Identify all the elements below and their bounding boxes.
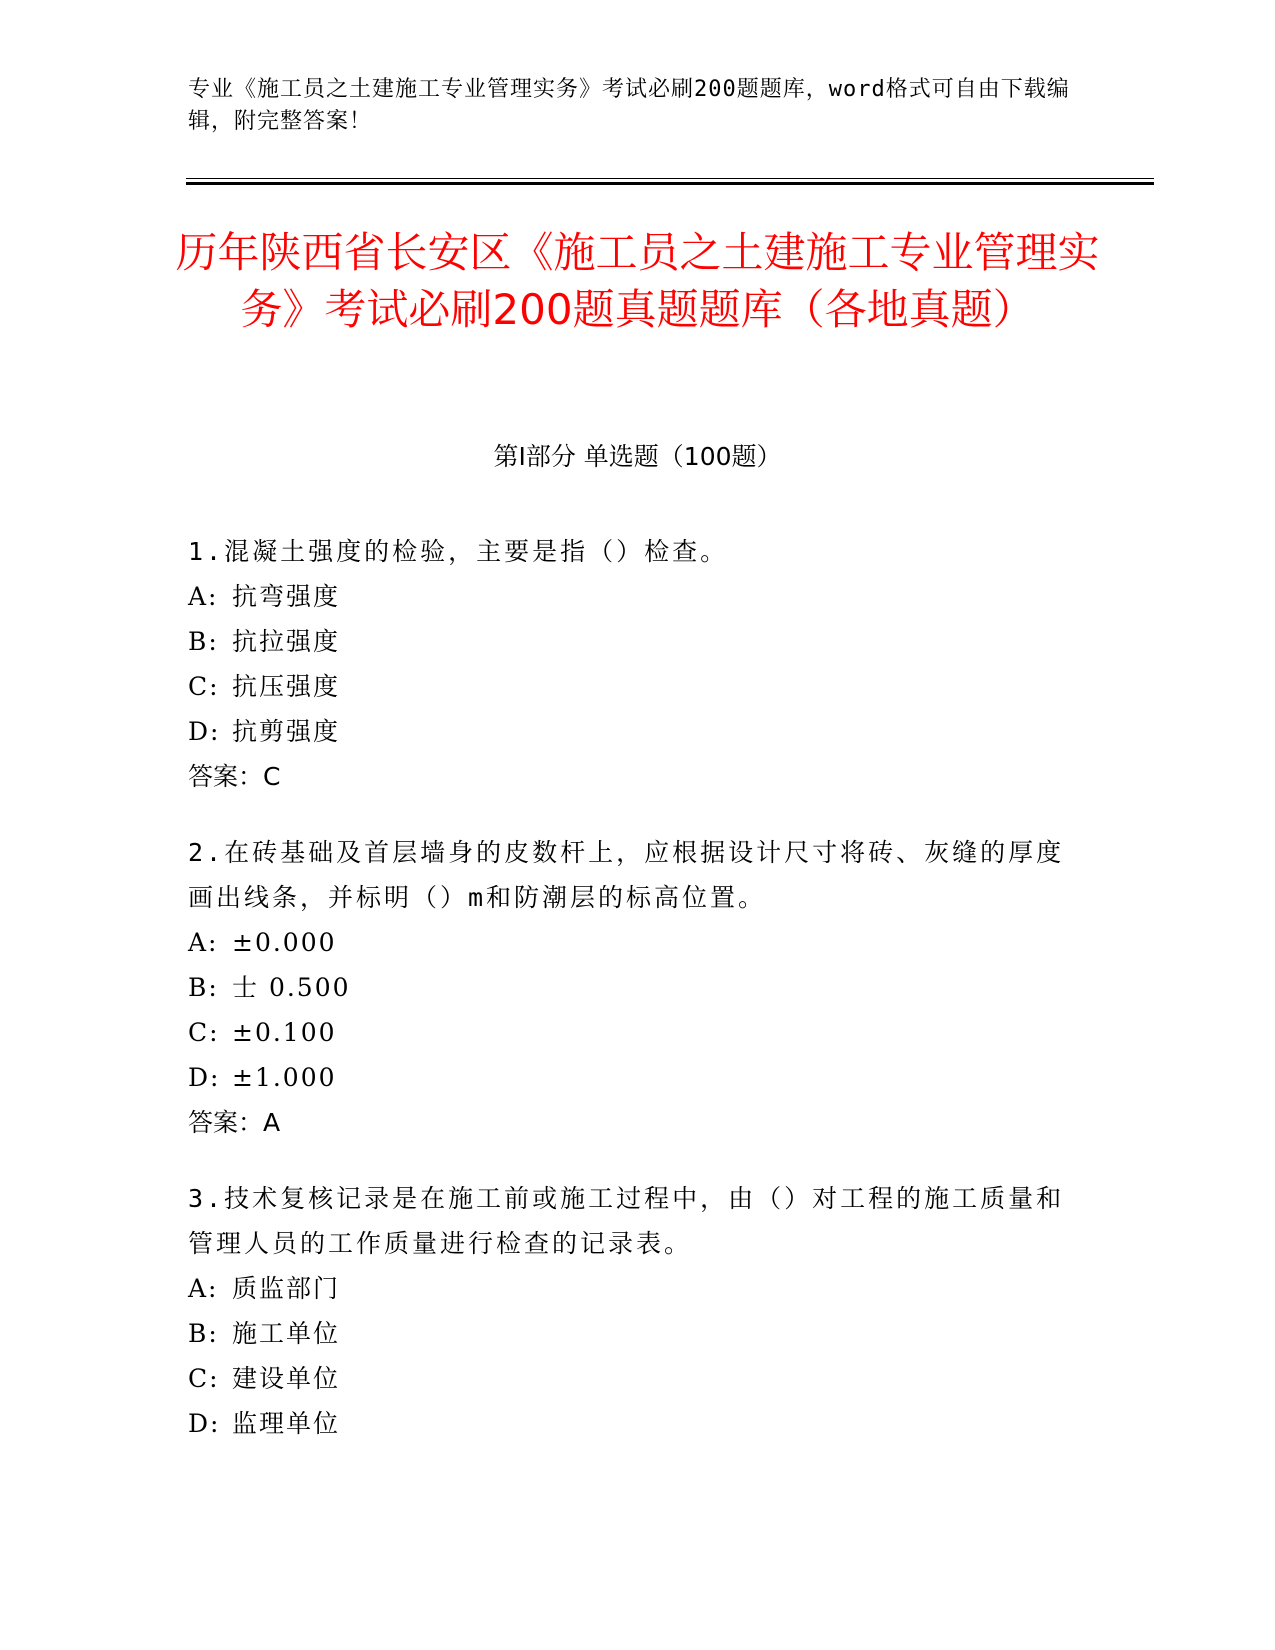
option-text: 质监部门 — [232, 1274, 341, 1303]
option-key: C: — [188, 1018, 220, 1047]
option-key: C: — [188, 672, 220, 701]
option-key: A: — [188, 582, 219, 611]
option-key: A: — [188, 928, 219, 957]
option-b — [188, 965, 1068, 1010]
option-d — [188, 709, 1068, 754]
option-a — [188, 1266, 1068, 1311]
option-key: C: — [188, 1364, 220, 1393]
option-text: 监理单位 — [232, 1409, 341, 1438]
option-text: ±1.000 — [232, 1063, 337, 1092]
option-key: D: — [188, 1409, 221, 1438]
option-d — [188, 1401, 1068, 1446]
question-text: 3.技术复核记录是在施工前或施工过程中，由（）对工程的施工质量和管理人员的工作质量进行检查的记录表。 — [188, 1184, 1065, 1258]
option-text: 士 0.500 — [232, 973, 351, 1002]
header-divider-thick — [186, 182, 1154, 185]
option-text: 建设单位 — [232, 1364, 341, 1393]
option-key: D: — [188, 1063, 221, 1092]
option-text: 抗拉强度 — [232, 627, 341, 656]
question-text: 1.混凝土强度的检验，主要是指（）检查。 — [188, 537, 729, 566]
option-text: 施工单位 — [232, 1319, 341, 1348]
section-title: 第Ⅰ部分 单选题（100题） — [493, 442, 782, 471]
document-intro: 专业《施工员之土建施工专业管理实务》考试必刷200题题库，word格式可自由下载编辑，附完整答案！ — [188, 77, 1070, 134]
option-text: 抗剪强度 — [232, 717, 341, 746]
document-title: 历年陕西省长安区《施工员之土建施工专业管理实务》考试必刷200题真题题库（各地真题） — [175, 228, 1100, 334]
option-text: 抗压强度 — [232, 672, 341, 701]
option-b — [188, 1311, 1068, 1356]
option-key: B: — [188, 1319, 219, 1348]
question-text: 2.在砖基础及首层墙身的皮数杆上，应根据设计尺寸将砖、灰缝的厚度画出线条，并标明（）m和防潮层的标高位置。 — [188, 838, 1065, 912]
answer-line: 答案：C — [188, 762, 281, 791]
option-b — [188, 619, 1068, 664]
option-a — [188, 574, 1068, 619]
question-list — [188, 529, 1068, 1477]
option-text: 抗弯强度 — [232, 582, 341, 611]
option-text: ±0.000 — [232, 928, 337, 957]
option-text: ±0.100 — [232, 1018, 337, 1047]
question-3 — [188, 1176, 1068, 1446]
header-divider-thin — [186, 178, 1154, 179]
option-a — [188, 920, 1068, 965]
option-c — [188, 664, 1068, 709]
option-key: B: — [188, 973, 219, 1002]
question-2 — [188, 830, 1068, 1145]
option-c — [188, 1010, 1068, 1055]
option-key: A: — [188, 1274, 219, 1303]
option-c — [188, 1356, 1068, 1401]
option-key: B: — [188, 627, 219, 656]
option-d — [188, 1055, 1068, 1100]
option-key: D: — [188, 717, 221, 746]
question-1 — [188, 529, 1068, 799]
answer-line: 答案：A — [188, 1108, 281, 1137]
